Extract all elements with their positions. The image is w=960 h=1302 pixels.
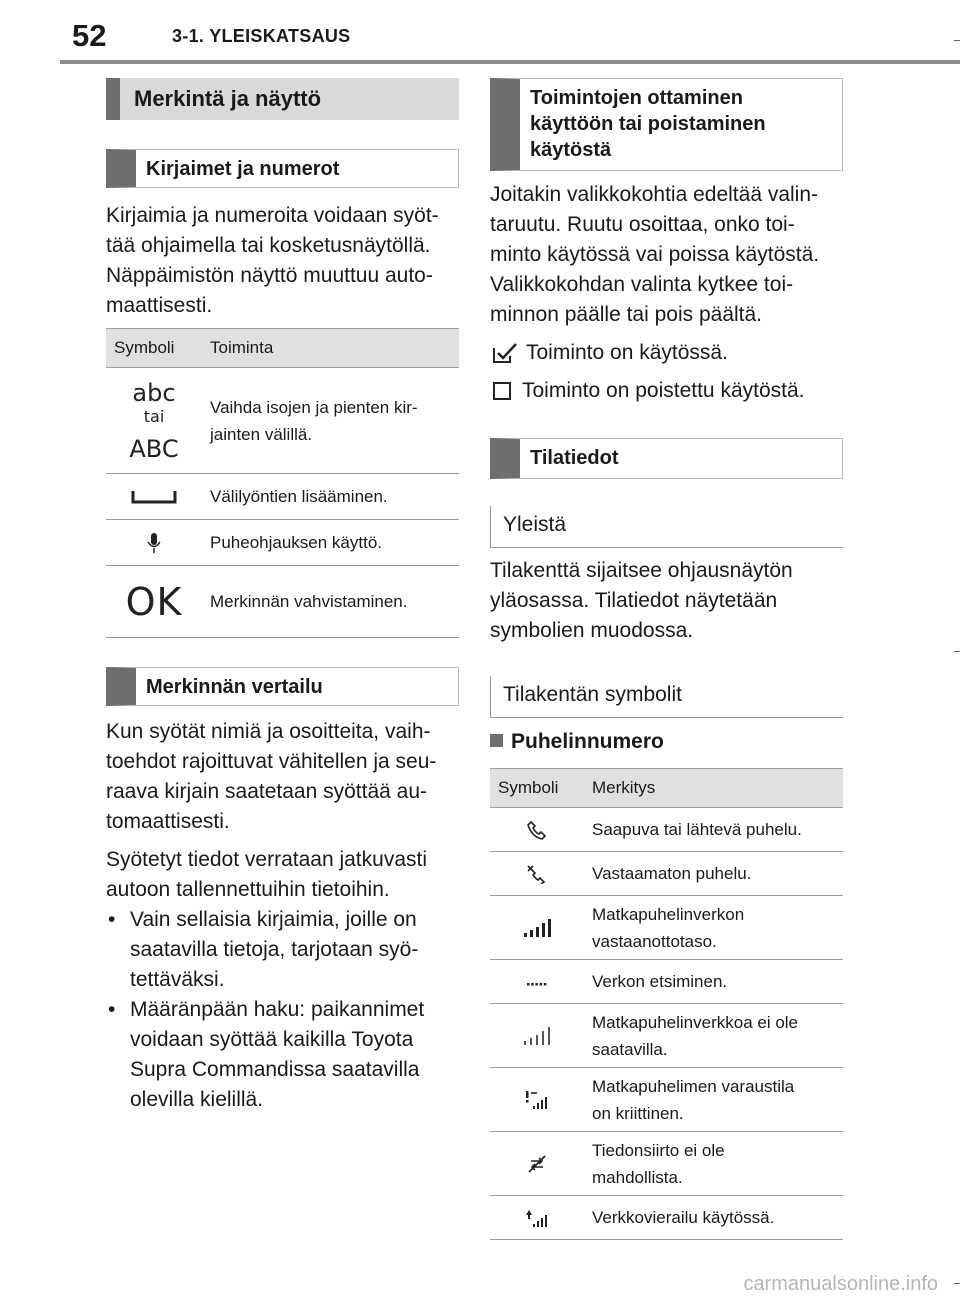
checkbox-paragraph: Joitakin valikkokohtia edeltää valin- taruutu. Ruutu osoittaa, onko toi- minto käytössä vai poissa käytöstä. Valikkokohdan valinta kytkee toi- minnon päälle tai pois päältä. bbox=[490, 183, 820, 326]
crop-mark bbox=[954, 40, 960, 41]
phone-heading bbox=[490, 728, 664, 756]
table-row bbox=[490, 1132, 843, 1196]
table-row bbox=[490, 1004, 843, 1068]
header-rule bbox=[60, 60, 960, 64]
section-title: 3-1. YLEISKATSAUS bbox=[172, 26, 351, 46]
col-function-header: Toiminta bbox=[202, 329, 459, 368]
missed-call-icon bbox=[490, 852, 584, 896]
table-row bbox=[490, 1196, 843, 1240]
col-symbol-header: Symboli bbox=[106, 329, 202, 368]
low-battery-icon bbox=[490, 1068, 584, 1132]
letters-paragraph: Kirjaimia ja numeroita voidaan syöt- tää ohjaimella tai kosketusnäytöllä. Näppäimistön näyttö muuttuu auto- maattisesti. bbox=[106, 204, 439, 317]
table-row bbox=[490, 808, 843, 852]
microphone-icon bbox=[106, 520, 202, 566]
table-row bbox=[490, 852, 843, 896]
square-bullet-icon bbox=[490, 734, 503, 747]
table-row bbox=[106, 368, 459, 474]
input-symbols-table bbox=[106, 328, 459, 638]
network-search-icon bbox=[490, 960, 584, 1004]
heading-compare: Merkinnän vertailu bbox=[106, 667, 459, 706]
crop-mark bbox=[954, 651, 960, 652]
phone-heading-text: Puhelinnumero bbox=[511, 730, 664, 753]
table-row bbox=[106, 566, 459, 638]
page-number: 52 bbox=[72, 18, 107, 53]
row-text: Matkapuhelimen varaustila on kriittinen. bbox=[584, 1068, 843, 1132]
checkbox-empty-icon bbox=[492, 381, 512, 401]
row-text: Verkon etsiminen. bbox=[584, 960, 843, 1004]
row-text: Merkinnän vahvistaminen. bbox=[202, 566, 459, 638]
uppercase-symbol: ABC bbox=[129, 434, 179, 463]
case-switch-symbol bbox=[106, 368, 202, 474]
row-text: Tiedonsiirto ei ole mahdollista. bbox=[584, 1132, 843, 1196]
row-text: Matkapuhelinverkon vastaanottotaso. bbox=[584, 896, 843, 960]
row-text: Vaihda isojen ja pienten kir- jainten välillä. bbox=[202, 368, 459, 474]
table-row bbox=[106, 474, 459, 520]
row-text: Vastaamaton puhelu. bbox=[584, 852, 843, 896]
row-text: Matkapuhelinverkkoa ei ole saatavilla. bbox=[584, 1004, 843, 1068]
subhead-general: Yleistä bbox=[490, 506, 843, 548]
no-network-icon bbox=[490, 1004, 584, 1068]
phone-call-icon bbox=[490, 808, 584, 852]
checkbox-checked-icon bbox=[492, 342, 518, 364]
watermark: carmanualsonline.info bbox=[743, 1273, 938, 1295]
lowercase-symbol: abc bbox=[132, 378, 176, 407]
table-row bbox=[490, 896, 843, 960]
col-meaning-header: Merkitys bbox=[584, 769, 843, 808]
status-symbols-table bbox=[490, 768, 843, 1240]
status-paragraph: Tilakenttä sijaitsee ohjausnäytön yläosassa. Tilatiedot näytetään symbolien muodossa. bbox=[490, 559, 793, 642]
or-label: tai bbox=[143, 406, 165, 426]
compare-paragraph: Kun syötät nimiä ja osoitteita, vaih- toehdot rajoittuvat vähitellen ja seu- raava kirjain saatetaan syöttää au- tomaattisesti. bbox=[106, 720, 437, 833]
ok-symbol: OK bbox=[125, 579, 183, 624]
table-row bbox=[490, 1068, 843, 1132]
heading-status: Tilatiedot bbox=[490, 438, 843, 479]
signal-strength-icon bbox=[490, 896, 584, 960]
heading-marking-display: Merkintä ja näyttö bbox=[106, 78, 459, 120]
enabled-text: Toiminto on käytössä. bbox=[526, 341, 728, 364]
col-symbol-header: Symboli bbox=[490, 769, 584, 808]
row-text: Verkkovierailu käytössä. bbox=[584, 1196, 843, 1240]
enabled-line bbox=[492, 338, 728, 368]
table-row bbox=[106, 520, 459, 566]
heading-letters-numbers: Kirjaimet ja numerot bbox=[106, 149, 459, 188]
info-bullet-list bbox=[106, 905, 466, 1115]
row-text: Välilyöntien lisääminen. bbox=[202, 474, 459, 520]
subhead-status-symbols: Tilakentän symbolit bbox=[490, 676, 843, 718]
space-bar-icon bbox=[106, 474, 202, 520]
disabled-text: Toiminto on poistettu käytöstä. bbox=[522, 379, 805, 402]
disabled-line bbox=[492, 376, 805, 406]
list-item: • Määränpään haku: paikannimet voidaan syöttää kaikilla Toyota Supra Commandissa saatavilla olevilla kielillä. bbox=[106, 995, 466, 1115]
data-unavailable-icon bbox=[490, 1132, 584, 1196]
row-text: Puheohjauksen käyttö. bbox=[202, 520, 459, 566]
roaming-icon bbox=[490, 1196, 584, 1240]
list-item: • Vain sellaisia kirjaimia, joille on saatavilla tietoja, tarjotaan syö- tettäväksi. bbox=[106, 905, 466, 995]
heading-enable-disable: Toimintojen ottaminen käyttöön tai poistaminen käytöstä bbox=[490, 78, 843, 171]
table-row bbox=[490, 960, 843, 1004]
row-text: Saapuva tai lähtevä puhelu. bbox=[584, 808, 843, 852]
crop-mark bbox=[954, 1283, 960, 1284]
stored-data-paragraph: Syötetyt tiedot verrataan jatkuvasti autoon tallennettuihin tietoihin. bbox=[106, 848, 427, 901]
